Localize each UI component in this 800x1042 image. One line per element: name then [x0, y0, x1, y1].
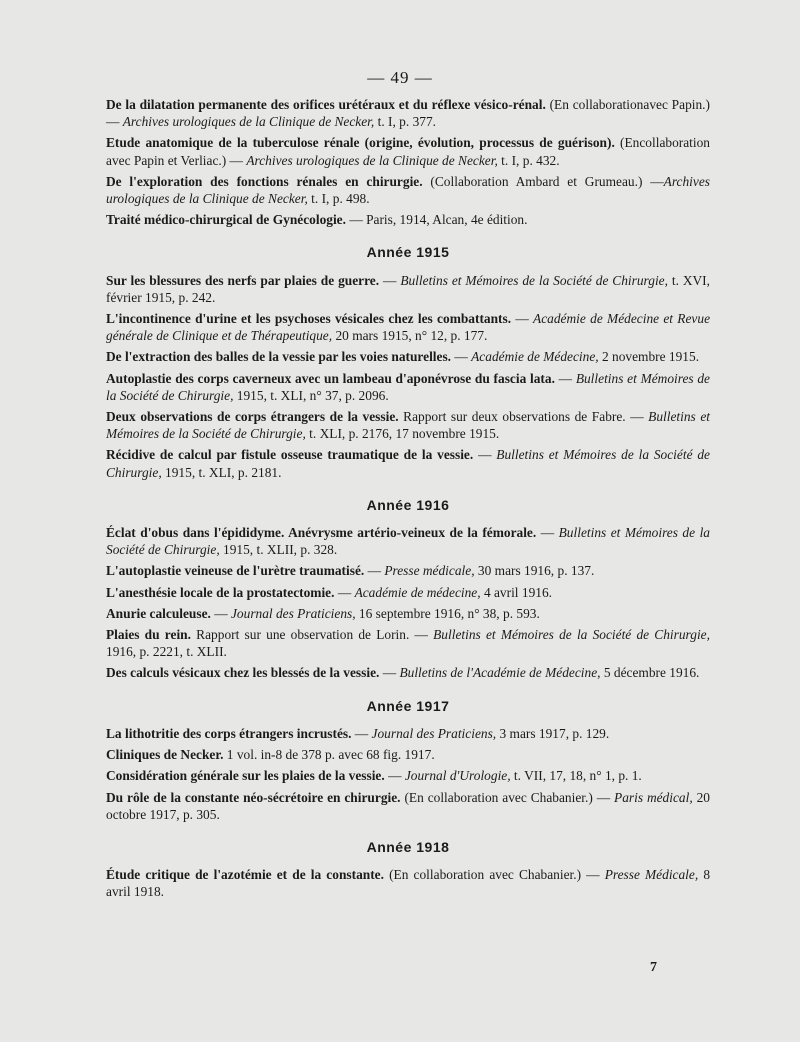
bibliography-entry — [106, 446, 710, 480]
year-heading: Année 1918 — [366, 838, 450, 855]
entry-title: Anurie calculeuse. — [106, 605, 211, 621]
bibliography-entry — [106, 584, 710, 601]
entry-note: — — [511, 311, 534, 327]
bibliography-entry — [106, 605, 710, 622]
page-number: — 49 — — [367, 68, 433, 87]
entry-reference: 3 mars 1917, p. 129. — [496, 725, 610, 741]
entry-title: L'anesthésie locale de la prostatectomie. — [106, 584, 335, 600]
entry-note: — — [379, 272, 401, 288]
entry-source: Journal des Praticiens, — [371, 725, 497, 741]
bibliography-entry — [106, 211, 710, 228]
entry-title: Deux observations de corps étrangers de la vessie. — [106, 409, 399, 425]
entry-reference: 4 avril 1916. — [480, 584, 552, 600]
entry-reference: t. XVI, février 1915, p. 242. — [106, 272, 710, 305]
signature-mark: 7 — [650, 960, 657, 975]
entry-title: Autoplastie des corps caverneux avec un lambeau d'aponévrose du fascia lata. — [106, 370, 555, 386]
entry-note: — — [334, 584, 355, 600]
entry-note: — — [473, 447, 497, 463]
entry-reference: 5 décembre 1916. — [600, 665, 700, 681]
entry-source: Journal d'Urologie, — [404, 768, 511, 784]
bibliography-entry — [106, 524, 710, 558]
entry-source: Presse Médicale, — [604, 867, 699, 883]
entry-source: Archives urologiques de la Clinique de Necker, — [246, 152, 498, 168]
entry-note: — — [379, 665, 400, 681]
entry-source: Archives urologiques de la Clinique de Necker, — [122, 114, 375, 130]
bibliography-entry — [106, 562, 710, 579]
entry-source: Académie de médecine, — [354, 584, 481, 600]
year-heading: Année 1915 — [366, 244, 450, 261]
entry-reference: 1915, t. XLII, p. 328. — [219, 542, 338, 558]
entry-title: Considération générale sur les plaies de la vessie. — [106, 768, 385, 784]
entry-reference: 1915, t. XLI, n° 37, p. 2096. — [233, 387, 389, 403]
bibliography-entry — [106, 134, 710, 168]
bibliography-entry — [106, 789, 710, 823]
year-heading: Année 1916 — [366, 496, 450, 513]
entry-reference: t. I, p. 498. — [307, 191, 370, 207]
entry-note: (En collaboration avec Chabanier.) — — [383, 867, 605, 883]
bibliography-entry — [106, 725, 710, 742]
entry-title: Étude critique de l'azotémie et de la constante. — [106, 867, 384, 883]
entry-source: Bulletins et Mémoires de la Société de Chirurgie, — [106, 409, 710, 442]
entry-reference: 16 septembre 1916, n° 38, p. 593. — [355, 605, 540, 621]
entry-title: Du rôle de la constante néo-sécrétoire en chirurgie. — [106, 789, 401, 805]
entry-source: Presse médicale, — [384, 563, 475, 579]
entry-note: — — [364, 563, 385, 579]
entry-title: Des calculs vésicaux chez les blessés de la vessie. — [106, 665, 380, 681]
bibliography-entry — [106, 866, 710, 900]
entry-reference: t. I, p. 432. — [497, 152, 560, 168]
bibliography-entry — [106, 408, 710, 442]
entry-title: De l'exploration des fonctions rénales en chirurgie. — [106, 173, 423, 189]
entry-reference: 20 octobre 1917, p. 305. — [106, 789, 710, 822]
entry-title: Traité médico-chirurgical de Gynécologie. — [106, 212, 346, 228]
bibliography-entry — [106, 96, 710, 130]
entry-note: Rapport sur deux observations de Fabre. — — [398, 409, 649, 425]
bibliography-entry — [106, 746, 710, 763]
entry-title: De la dilatation permanente des orifices urétéraux et du réflexe vésico-rénal. — [106, 97, 546, 112]
entry-source: Académie de Médecine, — [471, 349, 599, 365]
entry-title: De l'extraction des balles de la vessie par les voies naturelles. — [106, 349, 452, 365]
entry-note: (En collaboration avec Chabanier.) — — [400, 789, 615, 805]
entry-source: Paris médical, — [614, 789, 693, 805]
bibliography-content — [106, 96, 710, 905]
entry-note: — — [351, 725, 372, 741]
bibliography-entry — [106, 767, 710, 784]
entry-reference: 8 avril 1918. — [106, 867, 711, 900]
entry-note: — — [536, 525, 559, 541]
entry-reference: 20 mars 1915, n° 12, p. 177. — [332, 328, 488, 344]
entry-note: — — [451, 349, 472, 365]
bibliography-entry — [106, 173, 710, 207]
entry-note: (En — [614, 135, 640, 151]
entry-source: Académie de Médecine et Revue générale de Clinique et de Thérapeutique, — [106, 311, 711, 344]
entry-source: Bulletins et Mémoires de la Société de Chirurgie, — [433, 627, 710, 643]
entry-source: Bulletins et Mémoires de la Société de Chirurgie, — [400, 272, 668, 288]
entry-collaboration: collaboration avec Papin et Verliac.) — — [106, 135, 711, 168]
entry-title: Sur les blessures des nerfs par plaies de guerre. — [106, 272, 380, 288]
entry-title: Éclat d'obus dans l'épididyme. Anévrysme artério-veineux de la fémorale. — [106, 525, 537, 541]
entry-title: Etude anatomique de la tuberculose rénale (origine, évolution, processus de guérison). — [106, 135, 615, 151]
year-heading: Année 1917 — [366, 697, 450, 714]
entry-note: Rapport sur une observation de Lorin. — — [190, 627, 434, 643]
entry-title: Récidive de calcul par fistule osseuse traumatique de la vessie. — [106, 447, 474, 463]
entry-note: (En collaboration — [545, 97, 644, 112]
bibliography-entry — [106, 310, 710, 344]
entry-title: L'autoplastie veineuse de l'urètre traumatisé. — [106, 563, 365, 579]
entry-note: 1 vol. in-8 de 378 p. avec 68 fig. 1917. — [223, 747, 435, 763]
entry-note: — — [554, 370, 576, 386]
entry-source: Bulletins et Mémoires de la Société de Chirurgie, — [106, 447, 710, 480]
entry-title: L'incontinence d'urine et les psychoses vésicales chez les combattants. — [106, 311, 512, 327]
entry-note: — Paris, 1914, Alcan, 4e édition. — [345, 212, 528, 228]
entry-reference: 1915, t. XLI, p. 2181. — [161, 464, 282, 480]
entry-note: — — [210, 605, 231, 621]
bibliography-entry — [106, 664, 710, 681]
entry-source: Bulletins de l'Académie de Médecine, — [399, 665, 601, 681]
entry-title: La lithotritie des corps étrangers incrustés. — [106, 725, 352, 741]
entry-reference: 2 novembre 1915. — [598, 349, 700, 365]
entry-title: Cliniques de Necker. — [106, 747, 224, 763]
entry-collaboration: avec Papin.) — — [106, 97, 710, 130]
entry-reference: t. VII, 17, 18, n° 1, p. 1. — [510, 768, 642, 784]
entry-reference: 30 mars 1916, p. 137. — [474, 563, 595, 579]
bibliography-entry — [106, 370, 710, 404]
entry-reference: t. XLI, p. 2176, 17 novembre 1915. — [305, 426, 500, 442]
entry-note: — — [384, 768, 405, 784]
entry-reference: t. I, p. 377. — [374, 114, 437, 130]
bibliography-entry — [106, 626, 710, 660]
entry-title: Plaies du rein. — [106, 627, 191, 643]
entry-note: (Collaboration Ambard et Grumeau.) — — [422, 173, 664, 189]
entry-source: Bulletins et Mémoires de la Société de Chirurgie, — [106, 370, 710, 403]
entry-source: Journal des Praticiens, — [230, 605, 356, 621]
entry-source: Archives urologiques de la Clinique de Necker, — [106, 173, 710, 207]
entry-reference: 1916, p. 2221, t. XLII. — [106, 644, 227, 660]
bibliography-entry — [106, 272, 710, 306]
bibliography-entry — [106, 348, 710, 365]
entry-source: Bulletins et Mémoires de la Société de Chirurgie, — [106, 525, 710, 558]
